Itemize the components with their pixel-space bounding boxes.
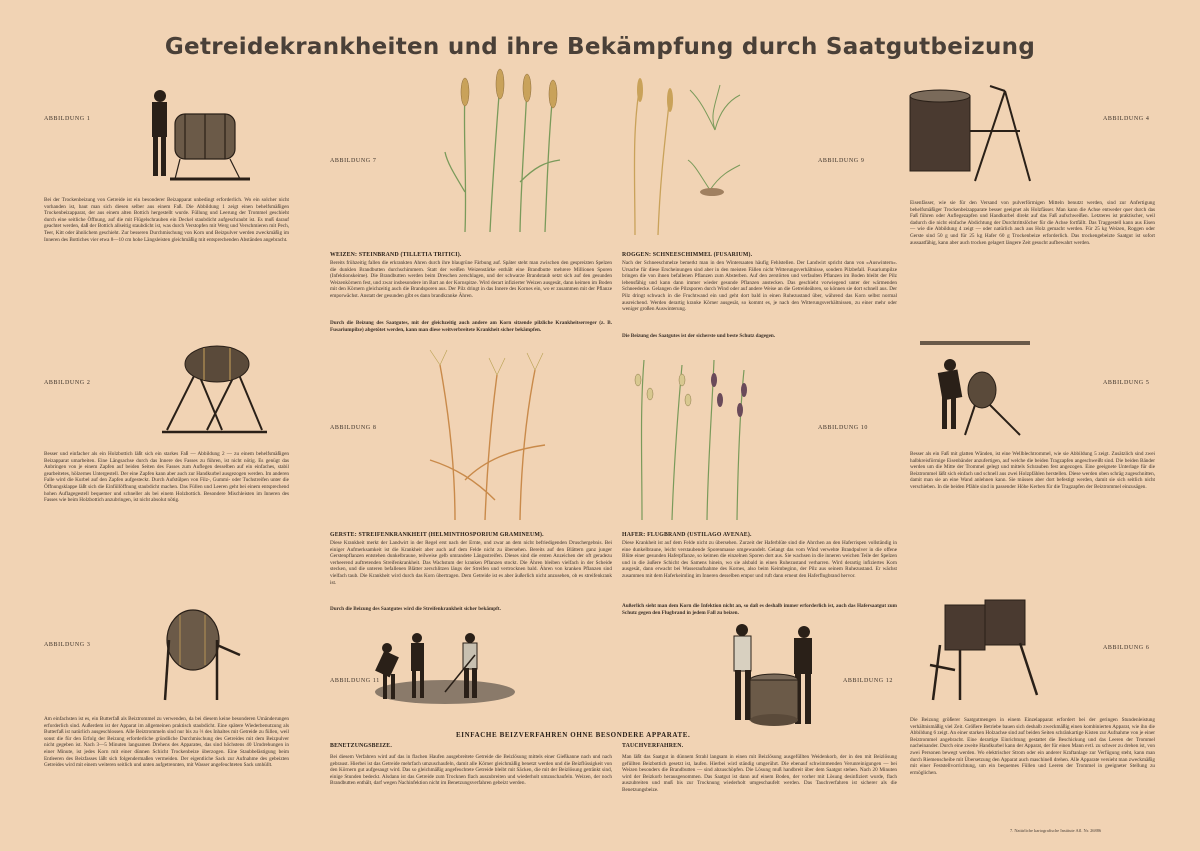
hafer-conclusion: Äußerlich sieht man dem Korn die Infektion nicht an, so daß es deshalb immer erforderlich ist, auch das Hafersaatgut zum Schutz gegen den Flugbrand in jedem Fall zu beizen. xyxy=(622,603,897,616)
weizen-text: Bereits frühzeitig fallen die erkrankten Ähren durch ihre blaugrüne Färbung auf. Später steht man zwischen den gespreizten Spelzen die dunklen Brandbutten durchschimmern. Statt der weißen Weizenstärke enthält eine Brandbutte mehrere Millionen Sporen (Infektionskeime). Die Brandbutten werden beim Dreschen zerschlagen, und der schwarze Brandstaub setzt sich auf den gesunden Weizenkörnern fest, und zwar insbesondere im Bart an der Kornspitze. Wird derart infizierter Weizen ausgesät, dann keimen im Boden mit den Körnern gleichzeitig auch die Brandsporen aus. Der Pilz dringt in das Innere des Kornes ein, wo er zusammen mit der Pflanze emporwächst. Anstatt der gesunden gibt es dann brandkranke Ähren. xyxy=(330,260,612,299)
weizen-conclusion: Durch die Beizung des Saatgutes, mit der gleichzeitig auch andere am Korn sitzende pilzliche Krankheitserreger (z. B. Fusariumpilze) abgetötet werden, kann man diese weitverbreitete Krankheit sicher bekämpfen. xyxy=(330,320,612,333)
abbildung-1-label: ABBILDUNG 1 xyxy=(44,116,91,122)
corrugated-drum-with-worker-illustration xyxy=(920,335,1035,437)
abbildung-2-label: ABBILDUNG 2 xyxy=(44,380,91,386)
abbildung-10-label: ABBILDUNG 10 xyxy=(818,425,869,431)
abbildung-6-label: ABBILDUNG 6 xyxy=(1103,645,1150,651)
text-abbildung-4: Eisenfässer, wie sie für den Versand von pulverförmigen Mitteln benutzt werden, sind zur Anfertigung behelfsmäßiger Trockenbeizapparate besser geeignet als Holzfässer. Man kann die Achse entweder quer durch das Faß führen oder Auflegezapfen und Handkurbel direkt auf das Faß aufschweißen. Letzteres ist praktischer, weil dadurch die nicht einfache Abdichtung der Durchtrittslöcher für die Achse fortfällt. Das Traggestell kann aus Eisen — wie die Abbildung 4 zeigt — oder natürlich auch aus Holz gemacht werden. Für 25 kg Weizen, Roggen oder Gerste sind 50 g und für 25 kg Hafer 60 g Trockenbeize erforderlich. Das trockengebeizte Saatgut ist sofort aussaatfähig, kann aber auch trocken gelagert längere Zeit gesucht aufbewahrt werden. xyxy=(910,200,1155,246)
text-abbildung-5: Besser als ein Faß mit glatten Wänden, ist eine Wellblechtrommel, wie sie Abbildung 5 zeigt. Zusätzlich sind zwei halbkreisförmige Eisenbänder anzufertigen, auf welche die beiden Tragzapfen angeschweißt sind. Die beiden Bänder werden um die Mitte der Trommel gelegt und mittels Schrauben fest angezogen. Eine geeignete Unterlage für die Beiztrommel läßt sich einfach und schnell aus zwei Holzpfählen herstellen. Diese werden oben schräg zugeschnitten, damit man sie an eine Wand anlehnen kann. Sie müssen aber dort befestigt werden, damit sie sich seitlich nicht verschieben. In die beiden Pfähle sind in passender Höhe Kerben für die Tragzapfen der Beiztrommel einzusägen. xyxy=(910,451,1155,490)
benetzungsbeize-text: Bei diesem Verfahren wird auf das in flachen Haufen ausgebreitete Getreide die Beizlösung mittels einer Gießkanne nach und nach gebraust. Hierbei ist das Getreide mehrfach umzuschaufeln, damit alle Körner gleichmäßig benetzt werden und die Beizflüssigkeit von den Körnern gut aufgesaugt wird. Das so gleichmäßig angefeuchtete Getreide bleibt mit Säcken, die mit der Beizlösung getränkt sind, einige Stunden bedeckt. Alsdann ist das Getreide zum Trocknen flach auszubreiten und wiederholt umzuschaufeln. Weizen, der noch Brandbutten enthält, darf wegen Nachinfektion nicht im Benetzungsverfahren gebeizt werden. xyxy=(330,754,612,787)
butter-churn-illustration xyxy=(155,600,250,708)
abbildung-9-label: ABBILDUNG 9 xyxy=(818,158,865,164)
abbildung-8-label: ABBILDUNG 8 xyxy=(330,425,377,431)
tauchverfahren-heading: TAUCHVERFAHREN. xyxy=(622,743,684,749)
poster-title: Getreidekrankheiten und ihre Bekämpfung durch Saatgutbeizung xyxy=(164,34,1036,60)
text-abbildung-1: Bei der Trockenbeizung von Getreide ist ein besonderer Beizapparat unbedingt erforderlich. Wo ein solcher nicht vorhanden ist, baut man sich diesen selber aus einem Faß. Die Abbildung 1 zeigt einen behelfsmäßigen Trockenbeizapparat, der aus einem alten Bottich hergestellt wurde. Füllung und Leerung der Trommel geschieht durch eine seitliche Öffnung, auf die mit Flügelschrauben ein Deckel staubdicht aufgeschraubt ist. Es muß darauf geachtet werden, daß der Bottich allseitig staubdicht ist, was durch Verstopfen mit Werg und Verschmieren mit Pech, Teer, Kitt oder ähnlichem geschieht. Zur besseren Durchmischung von Korn und Beizpulver werden zweckmäßig im Inneren des Bottiches vier etwa 8—10 cm hohe Längsleisten gleichmäßig mit entsprechenden Abständen angebracht. xyxy=(44,197,289,243)
roggen-conclusion: Die Beizung des Saatgutes ist der sicherste und beste Schutz dagegen. xyxy=(622,333,776,339)
hafer-heading: HAFER: FLUGBRAND (USTILAGO AVENAE). xyxy=(622,532,752,538)
rye-snow-mould-illustration xyxy=(620,80,750,240)
text-abbildung-6: Die Beizung größerer Saatgutmengen in einem Einzelapparat erfordert bei der geringen Stundenleistung verhältnismäßig viel Zeit. Größere Betriebe bauen sich deshalb zweckmäßig einen kombinierten Apparat, wie ihn die Abbildung 6 zeigt. An einer starken Holzachse sind auf beiden Seiten schränkartige Kisten zur Aufnahme von je einer Beiztrommel angebracht. Eine derartige Einrichtung gestattet die Beschickung und das Leeren der Trommel nacheinander. Durch eine zweite Handkurbel kann der Apparat, der für einen Mann evtl. zu schwer zu drehen ist, von zwei Personen bewegt werden. Wo elektrischer Strom oder ein anderer Kraftanlage zur Verfügung steht, kann man durch Riemenscheibe mit Übersetzung den Apparat auch maschinell drehen. Alle Apparate versieht man zweckmäßig mit einer Feststellvorrichtung, um ein bequemes Füllen und Leeren der Trommel in geeigneter Stellung zu ermöglichen. xyxy=(910,717,1155,776)
hafer-text: Diese Krankheit ist auf dem Felde nicht zu übersehen. Zurzeit der Haferblüte sind die Ährchen an den Haferrispen vollständig in eine dunkelbraune, leicht verstaubende Sporenmasse umgewandelt. Gelangt das vom Wind verwehte Brandpulver in die offene Blüte einer gesunden Haferpflanze, so keimen die einzelnen Sporen dort aus. Sie wachsen in die inneren weichen Teile der Spelzen und in die äußere Schicht des Samens hinein, wo sie alsbald in einen Ruhezustand verharren. Wird derartig infiziertes Korn ausgesät, dann erwacht bei Wasseraufnahme des Kornes, also beim Keimbeginn, der Pilz aus seinem Ruhezustand. Er wächst zusammen mit dem Haferkeimling im Inneren desselben empor und ruft dann erneut den Haferflugbrand hervor. xyxy=(622,540,897,579)
dipping-method-workers-illustration xyxy=(722,620,822,732)
text-abbildung-2: Besser und einfacher als ein Holzbottich läßt sich ein starkes Faß — Abbildung 2 — zu einem behelfsmäßigen Beizapparat umarbeiten. Eine Längsachse durch das Innere des Fasses zu führen, ist nicht nötig. Es genügt das Anbringen von je einem Zapfen auf beiden Seiten des Fasses zum Auflegen desselben auf ein einfaches, stabil gearbeitetes, hölzernes Untergestell. Der eine Zapfen kann aber auch zur Handkurbel ausgezogen werden. Im anderen Falle wird die Kurbel auf den Zapfen aufgesteckt. Durch Aufstülpen von Filz-, Gummi- oder Tuchstreifen unter die Öffnungsklappe läßt sich die Einfüllöffnung staubdicht machen. Das Füllen und Leeren geht bei einem entsprechend hohen Auflagegestell bequemer und schneller als bei einem Holzbottich. Besondere Mischleisten im Inneren des Fasses wie beim Holzbottich anzubringen, ist nicht absolut nötig. xyxy=(44,451,289,504)
text-abbildung-3: Am einfachsten ist es, ein Butterfaß als Beiztrommel zu verwenden, da bei diesem keine besonderen Umänderungen erforderlich sind. Außerdem ist der Apparat im allgemeinen praktisch staubdicht. Eine spätere Wiederbenutzung als Butterfaß ist natürlich ausgeschlossen. Alle Beiztrommeln sind nur bis zu ⅔ des Inhaltes mit Getreide zu füllen, weil sonst die für den Erfolg der Beizung erforderliche gründliche Durchmischung des Getreides mit dem Beizpulver nicht gegeben ist. Nach 3—5 Minuten langsamen Drehens des Apparates, das sind höchstens 40 Umdrehungen in einer Minute, ist jedes Korn mit einer dünnen Schicht Trockenbeize überzogen. Eine Staubbelästigung beim Entleeren des Beizfasses läßt sich folgendermaßen vermeiden. Der eigentliche Sack zur Aufnahme des gebeizten Getreides wird mit einem weiteren seitlich und unten aufgetrennten, mit Wasser angefeuchteten Sack umhüllt. xyxy=(44,716,289,769)
abbildung-3-label: ABBILDUNG 3 xyxy=(44,642,91,648)
combined-drum-apparatus-illustration xyxy=(915,595,1050,705)
wheat-ears-illustration xyxy=(445,72,570,237)
gerste-heading: GERSTE: STREIFENKRANKHEIT (HELMINTHOSPORIUM GRAMINEUM). xyxy=(330,532,544,538)
oat-panicles-illustration xyxy=(622,350,757,525)
benetzungsbeize-heading: BENETZUNGSBEIZE. xyxy=(330,743,392,749)
weizen-heading: WEIZEN: STEINBRAND (TILLETIA TRITICI). xyxy=(330,252,462,258)
publisher-footer: 7. Natürliche kartografische Institute Afl. Nr. 26886 xyxy=(1010,828,1102,833)
abbildung-12-label: ABBILDUNG 12 xyxy=(843,678,894,684)
abbildung-7-label: ABBILDUNG 7 xyxy=(330,158,377,164)
roggen-text: Nach der Schneeschmelze bemerkt man in den Wintersaaten häufig Fehlstellen. Der Landwirt spricht dann von »Auswintern«. Ursache für diese Erscheinungen sind aber in den meisten Fällen nicht Witterungsverhältnisse, sondern Pilzbefall. Fusariumpilze bringen die von ihnen befallenen Pflanzen zum Absterben. Auf den zerstörten und verfaulten Pflanzen im Boden bleibt der Pilz lebensfähig und kann dann immer wieder gesunde Pflanzen anstecken. Das geschieht vorwiegend unter der wärmenden Schneedecke. Gelangen die Pilzsporen durch Wind oder auf andere Weise an die Getreideähren, so können sie dort schnell aus. Der Pilz dringt schwach in die Fruchtwand ein und geht dort bald in einen Ruhezustand über, während das Korn selbst normal ausreichend. Werden derartig kranke Körner ausgesät, so kommt es, je nach den Witterungsverhältnissen, zu einer mehr oder weniger großen Auswinterung. xyxy=(622,260,897,313)
tauchverfahren-text: Man läßt das Saatgut in dünnem Strahl langsam in einen mit Beizlösung ausgefüllten Weidenkorb, der in den mit Beizlösung gefüllten Beizbottich gesetzt ist, laufen. Hierbei wird ständig umgerührt. Die ebenauf schwimmenden Verunreinigungen — bei Weizen besonders die Brandbutten — sind abzuschöpfen. Die Lösung muß handbreit über dem Saatgut stehen. Nach 20 Minuten wird der Beizkorb herausgenommen. Das Saatgut ist dann auf einem Boden, der vorher mit Lösung desinfiziert wurde, flach auszubreiten und muß bis zur Trocknung wiederholt umgeschaufelt werden. Das Tauchverfahren ist sicherer als die Benetzungsbeize. xyxy=(622,754,897,793)
gerste-text: Diese Krankheit merkt der Landwirt in der Regel erst nach der Ernte, und zwar an dem nicht befriedigenden Druschergebnis. Bei einiger Aufmerksamkeit ist die Krankheit aber auch auf dem Felde nicht zu übersehen. Bereits auf den Blättern ganz junger Gerstenpflanzen entstehen dunkelbraune, teilweise gelb umrandete Längsstreifen. Dieses sind die ersten Anzeichen der oft geradezu verheerend auftretenden Streifenkrankheit. Das Wachstum der kranken Pflanzen stockt. Die Ähren bleiben vielfach in der Scheide stecken, und die unteren befallenen Blätter zerschlitzen längs der Streifen und vertrocknen bald. Ähren von kranken Pflanzen sind vielfach taub. Die Krankheit wird durch das Korn übertragen. Dem Getreide ist es aber äußerlich nicht anzusehen, ob es streifenkrank ist. xyxy=(330,540,612,586)
wetting-method-workers-illustration xyxy=(375,630,515,705)
abbildung-4-label: ABBILDUNG 4 xyxy=(1103,116,1150,122)
abbildung-5-label: ABBILDUNG 5 xyxy=(1103,380,1150,386)
simple-methods-heading: EINFACHE BEIZVERFAHREN OHNE BESONDERE APPARATE. xyxy=(456,731,691,739)
gerste-conclusion: Durch die Beizung des Saatgutes wird die Streifenkrankheit sicher bekämpft. xyxy=(330,606,501,612)
roggen-heading: ROGGEN: SCHNEESCHIMMEL (FUSARIUM). xyxy=(622,252,753,258)
barley-plants-illustration xyxy=(425,350,565,525)
wooden-tub-drum-illustration xyxy=(140,84,265,192)
barrel-on-stand-illustration xyxy=(152,340,270,440)
iron-drum-on-stand-illustration xyxy=(905,86,1035,191)
abbildung-11-label: ABBILDUNG 11 xyxy=(330,678,380,684)
